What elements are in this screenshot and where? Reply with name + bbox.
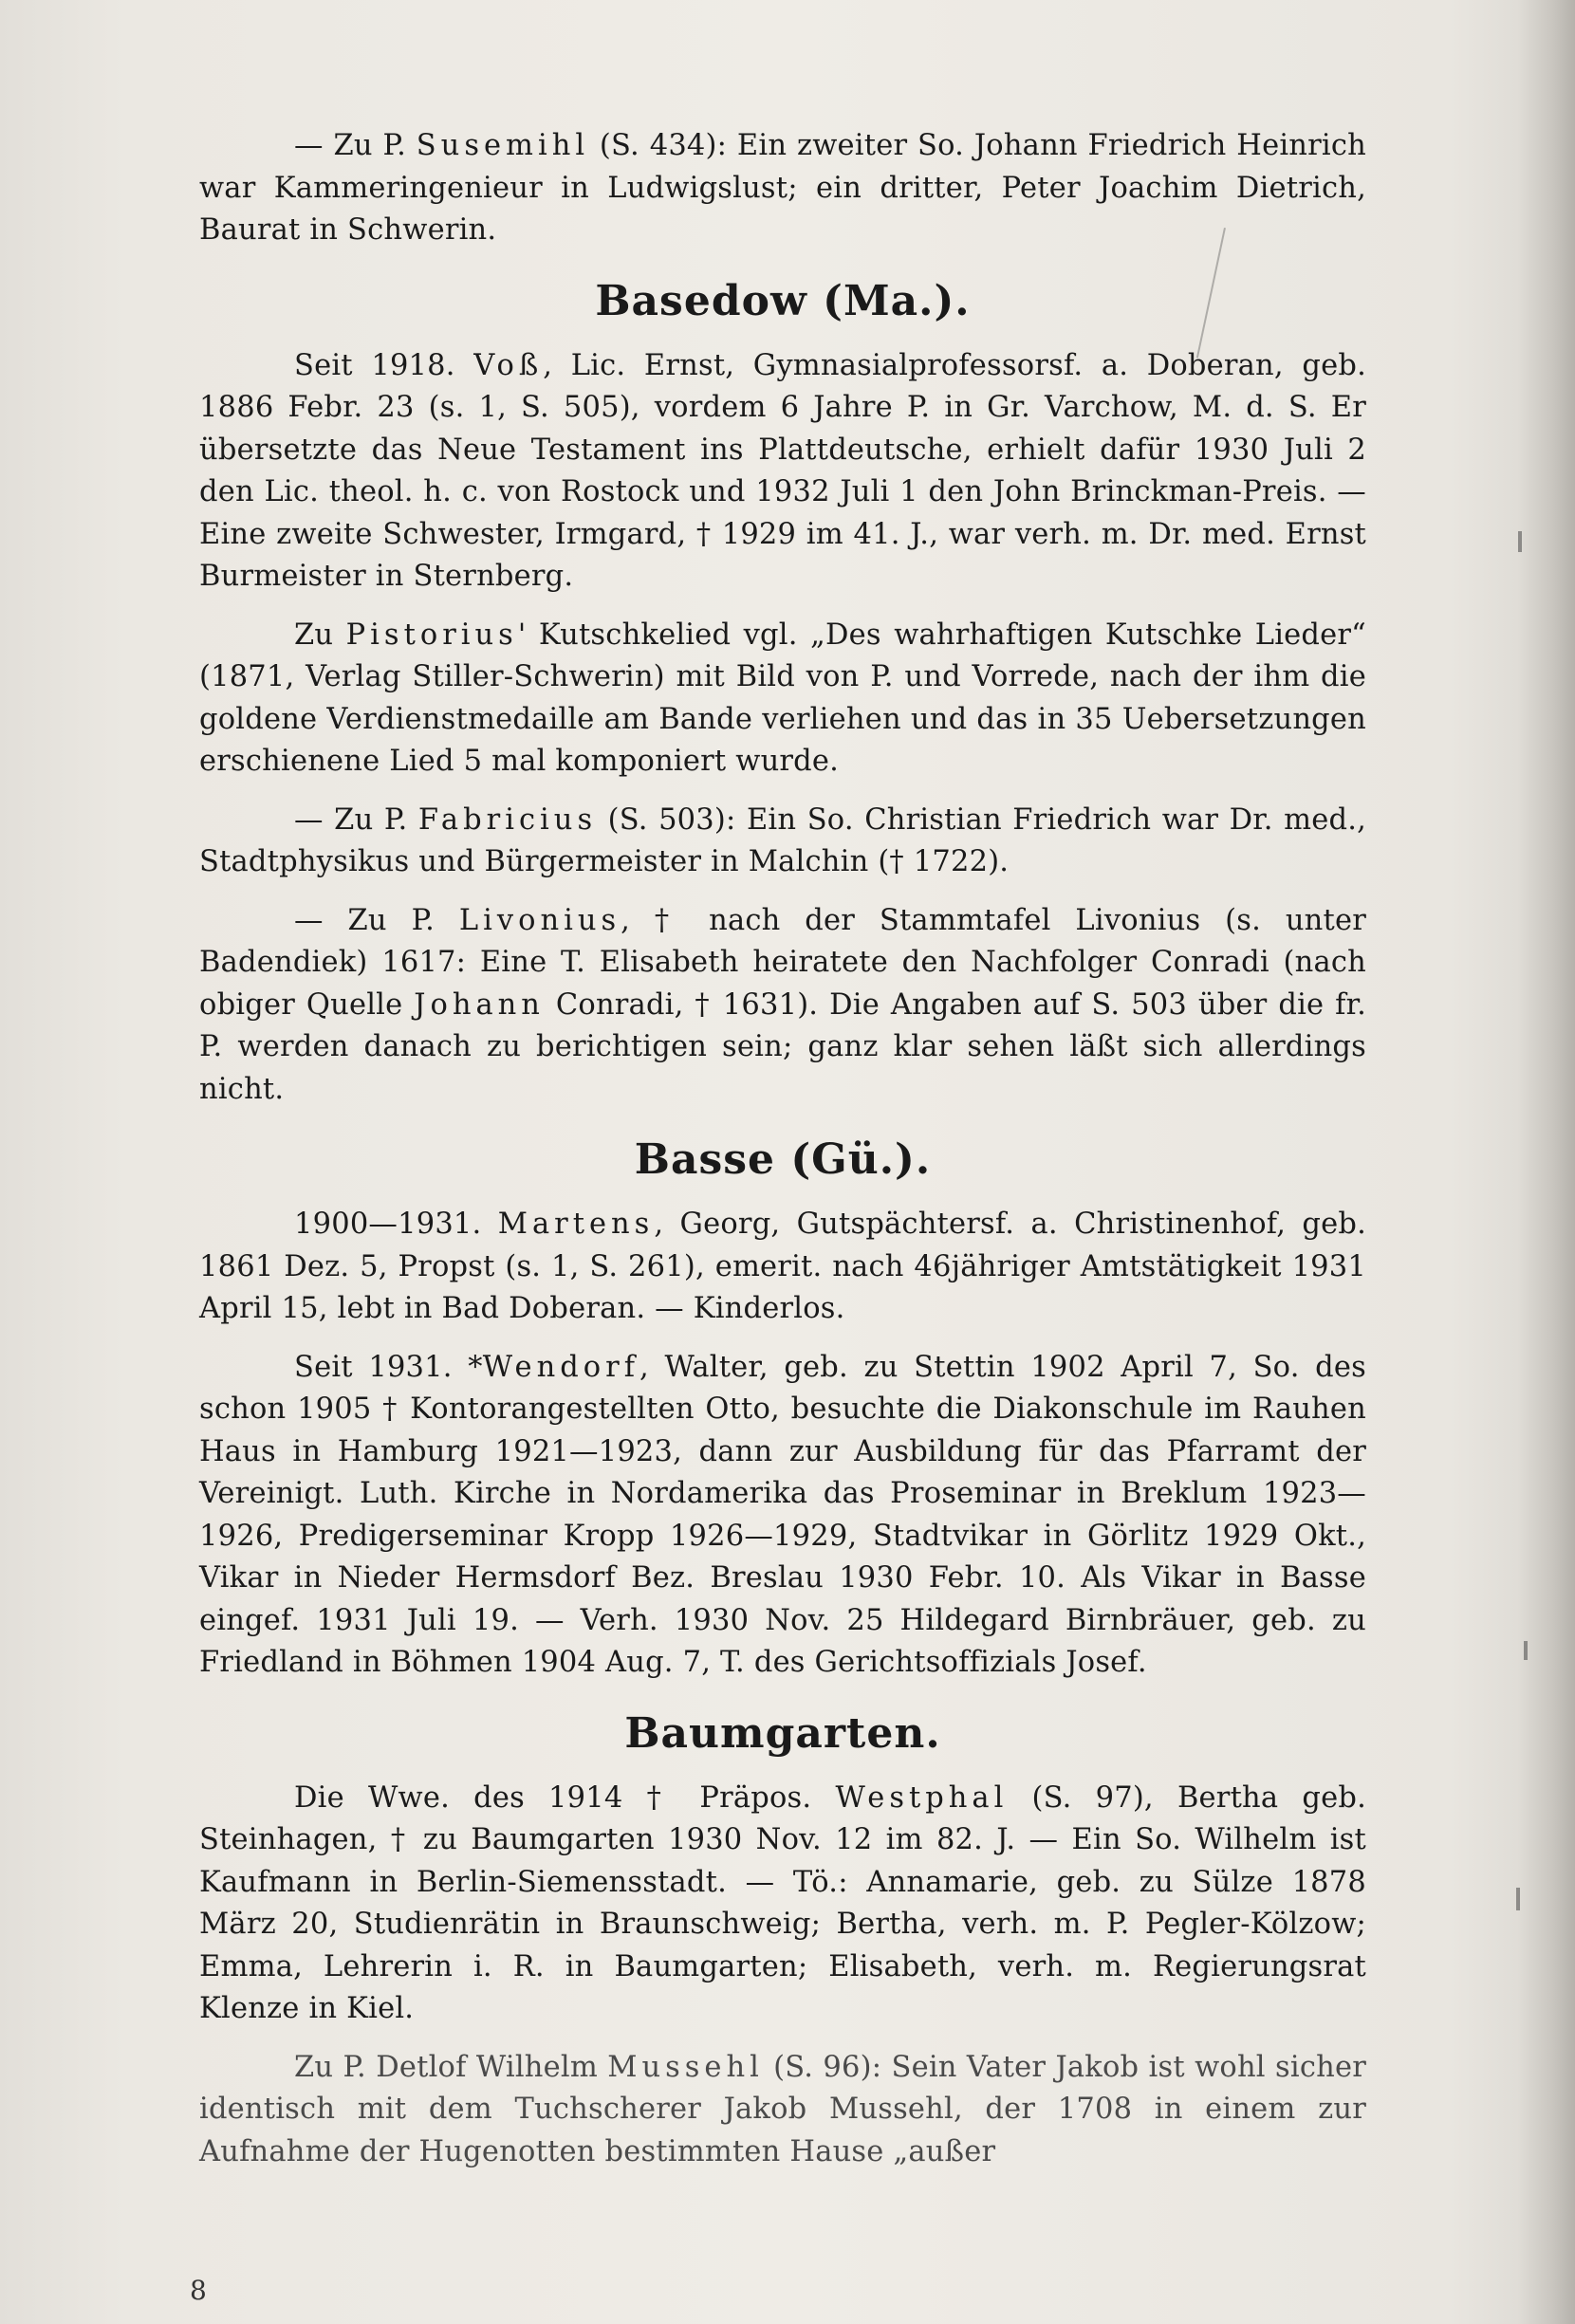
spaced-name: Mussehl bbox=[607, 2050, 764, 2084]
spaced-name: Westphal bbox=[835, 1780, 1009, 1815]
text-paragraph bbox=[199, 615, 1366, 784]
spaced-name: Voß bbox=[473, 348, 544, 382]
text-run: ' Kutschkelied vgl. „Des wahrhaftigen Kutschke Lieder“ (1871, Verlag Stiller-Schwerin) mit Bild von P. und Vorrede, nach der ihm die goldene Verdienstmedaille am Bande verliehen und das in 35 Uebersetzungen erschienene Lied 5 mal komponiert wurde. bbox=[199, 618, 1366, 778]
edge-mark bbox=[1516, 1888, 1520, 1910]
text-run: (S. 96): Sein Vater Jakob ist wohl sicher identisch mit dem Tuchscherer Jakob Mussehl, der 1708 in einem zur Aufnahme der Hugenotten bestimmten Hause „außer bbox=[199, 2050, 1366, 2168]
text-run: — Zu P. bbox=[294, 129, 417, 162]
spaced-name: Fabricius bbox=[417, 802, 598, 837]
spaced-name: Martens bbox=[497, 1208, 655, 1241]
spaced-name: Livonius bbox=[458, 903, 621, 937]
text-run: , Lic. Ernst, Gymnasialprofessorsf. a. Doberan, geb. 1886 Febr. 23 (s. 1, S. 505), vordem 6 Jahre P. in Gr. Varchow, M. d. S. Er übersetzte das Neue Testament ins Plattdeutsche, erhielt dafür 1930 Juli 2 den Lic. theol. h. c. von Rostock und 1932 Juli 1 den John Brinckman-Preis. — Eine zweite Schwester, Irmgard, † 1929 im 41. J., war verh. m. Dr. med. Ernst Burmeister in Sternberg. bbox=[199, 348, 1366, 593]
text-run: Conradi, † 1631). Die Angaben auf S. 503 über die fr. P. werden danach zu berichtigen sein; ganz klar sehen läßt sich allerdings nicht. bbox=[199, 987, 1366, 1106]
text-run: — Zu P. bbox=[294, 903, 459, 937]
spaced-name: Susemihl bbox=[416, 129, 590, 162]
text-run: Seit 1918. bbox=[294, 348, 474, 382]
text-paragraph bbox=[199, 1347, 1366, 1685]
section-heading: Basedow (Ma.). bbox=[595, 276, 971, 325]
text-paragraph bbox=[199, 2047, 1366, 2174]
text-run: — Zu P. bbox=[294, 802, 418, 837]
text-paragraph bbox=[199, 900, 1366, 1112]
spaced-name: Pistorius bbox=[345, 618, 518, 652]
text-run: Zu P. Detlof Wilhelm bbox=[294, 2050, 608, 2084]
page-text-column bbox=[199, 125, 1366, 2189]
text-paragraph bbox=[199, 345, 1366, 599]
text-paragraph bbox=[199, 800, 1366, 884]
text-run: (S. 434): Ein zweiter So. Johann Friedrich Heinrich war Kammeringenieur in Ludwigslust; ein dritter, Peter Joachim Dietrich, Baurat in Schwerin. bbox=[199, 129, 1366, 247]
page-number: 8 bbox=[190, 2275, 207, 2306]
text-run: (S. 97), Bertha geb. Steinhagen, † zu Baumgarten 1930 Nov. 12 im 82. J. — Ein So. Wilhelm ist Kaufmann in Berlin-Siemensstadt. — Tö.: Annamarie, geb. zu Sülze 1878 März 20, Studienrätin in Braunschweig; Bertha, verh. m. P. Pegler-Kölzow; Emma, Lehrerin i. R. in Baumgarten; Elisabeth, verh. m. Regierungsrat Klenze in Kiel. bbox=[199, 1780, 1366, 2025]
text-run: (S. 503): Ein So. Christian Friedrich war Dr. med., Stadtphysikus und Bürgermeister in Malchin († 1722). bbox=[199, 802, 1366, 878]
edge-mark bbox=[1524, 1641, 1528, 1660]
spaced-name: Johann bbox=[414, 987, 545, 1022]
text-run: Die Wwe. des 1914 † Präpos. bbox=[294, 1780, 836, 1815]
edge-mark bbox=[1518, 531, 1522, 552]
text-paragraph bbox=[199, 1778, 1366, 2031]
text-run: Zu bbox=[294, 618, 346, 652]
section-heading: Basse (Gü.). bbox=[634, 1135, 932, 1184]
text-run: , † nach der Stammtafel Livonius (s. unter Badendiek) 1617: Eine T. Elisabeth heiratete den Nachfolger Conradi (nach obiger Quelle bbox=[199, 903, 1367, 1022]
page-fold-shadow bbox=[1518, 0, 1575, 2324]
text-run: Seit 1931. * bbox=[294, 1350, 483, 1384]
text-paragraph bbox=[199, 125, 1366, 252]
text-run: 1900—1931. bbox=[294, 1208, 498, 1241]
text-paragraph bbox=[199, 1204, 1366, 1331]
text-run: , Walter, geb. zu Stettin 1902 April 7, So. des schon 1905 † Kontorangestellten Otto, besuchte die Diakonschule im Rauhen Haus in Hamburg 1921—1923, dann zur Ausbildung für das Pfarramt der Vereinigt. Luth. Kirche in Nordamerika das Proseminar in Breklum 1923—1926, Predigerseminar Kropp 1926—1929, Stadtvikar in Görlitz 1929 Okt., Vikar in Nieder Hermsdorf Bez. Breslau 1930 Febr. 10. Als Vikar in Basse eingef. 1931 Juli 19. — Verh. 1930 Nov. 25 Hildegard Birnbräuer, geb. zu Friedland in Böhmen 1904 Aug. 7, T. des Gerichtsoffizials Josef. bbox=[199, 1350, 1366, 1679]
text-run: , Georg, Gutspächtersf. a. Christinenhof, geb. 1861 Dez. 5, Propst (s. 1, S. 261), emerit. nach 46jähriger Amtstätigkeit 1931 April 15, lebt in Bad Doberan. — Kinderlos. bbox=[199, 1208, 1366, 1325]
spaced-name: Wendorf bbox=[482, 1350, 639, 1384]
section-heading: Baumgarten. bbox=[624, 1708, 941, 1758]
